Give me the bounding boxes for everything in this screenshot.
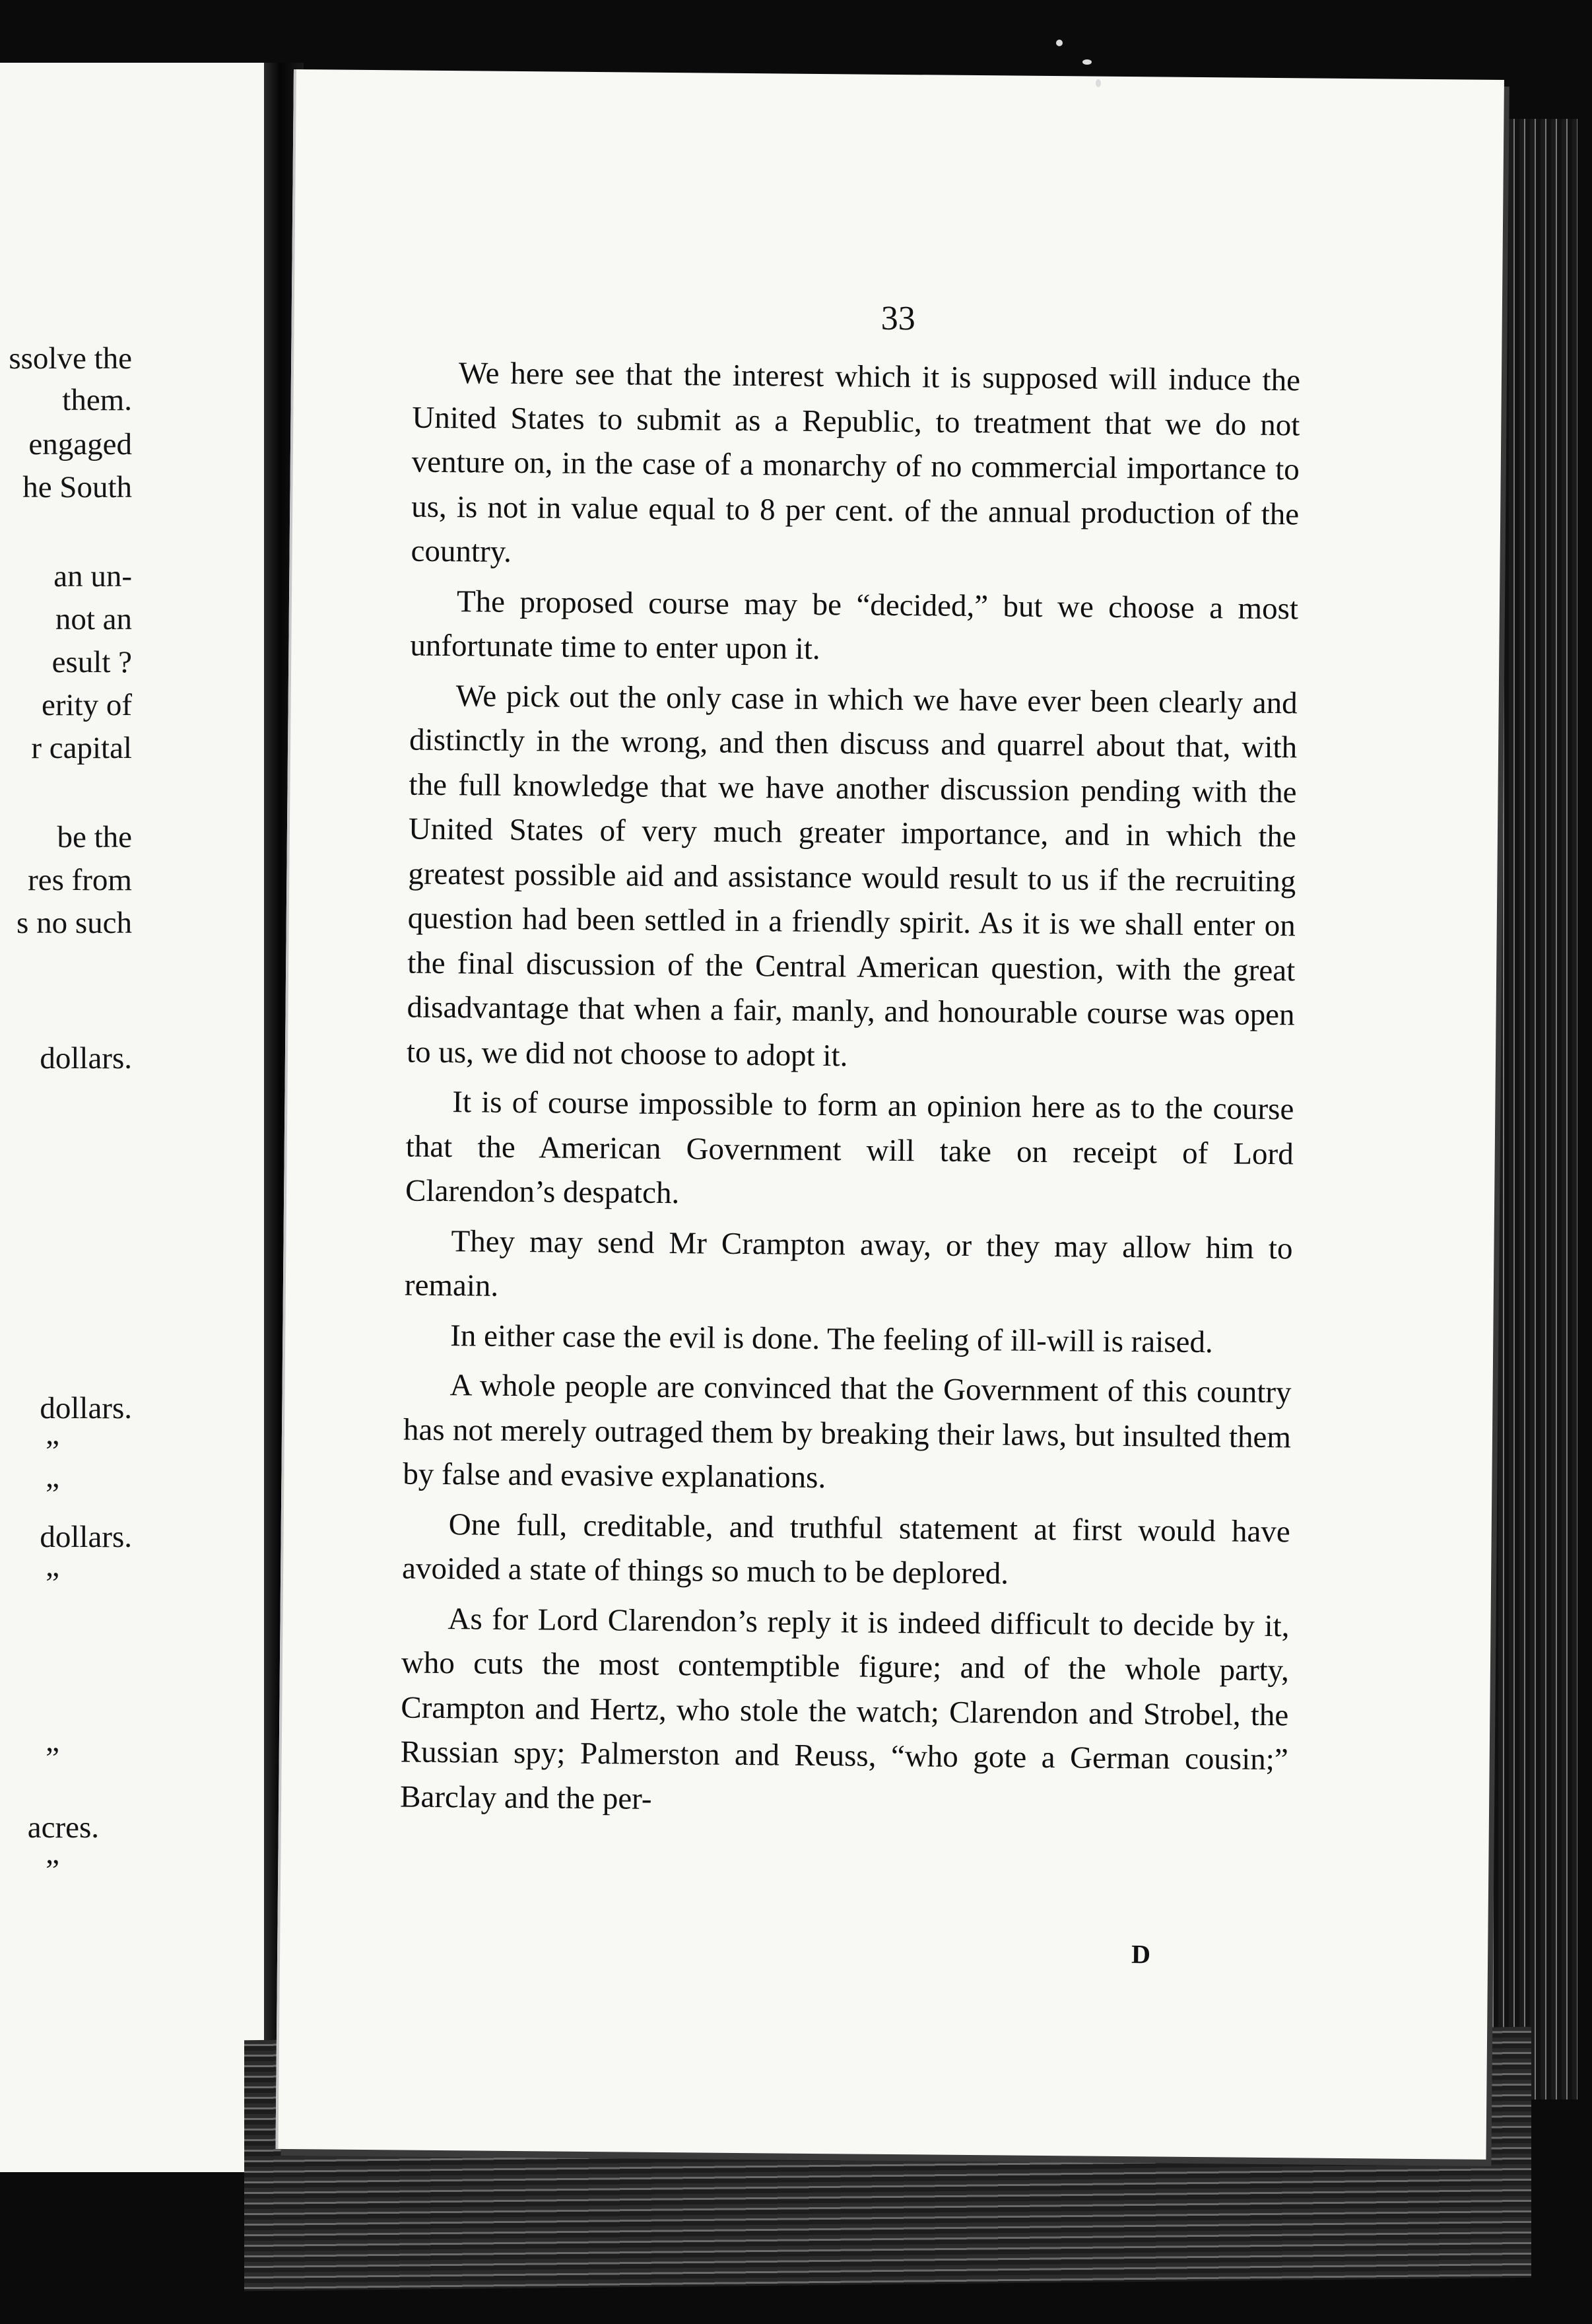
left-page-fragment: he South <box>22 470 132 504</box>
paragraph: It is of course impossible to form an opinion here as to the course that the American Government will take on receipt of Lord Clarendon’s despatch. <box>405 1085 1294 1211</box>
left-page-fragment: ” <box>46 1434 59 1468</box>
paragraph: They may send Mr Crampton away, or they may allow him to remain. <box>404 1223 1293 1303</box>
paragraph: In either case the evil is done. The feeling of ill-will is raised. <box>450 1318 1213 1359</box>
right-page <box>276 69 1504 2160</box>
dust-speck <box>1096 79 1101 87</box>
left-page-fragment: acres. <box>27 1810 99 1845</box>
left-page-fragment: esult ? <box>51 645 132 679</box>
left-page-fragment: not an <box>55 602 132 636</box>
left-page-fragment: ” <box>46 1741 59 1775</box>
left-page-fragment: ” <box>46 1853 59 1888</box>
left-page-fragment: s no such <box>17 906 132 940</box>
left-page-fragment: dollars. <box>40 1391 132 1425</box>
paragraph: A whole people are convinced that the Government of this country has not merely outraged them by breaking their laws, but insulted them by false and evasive explanations. <box>403 1368 1292 1495</box>
left-page-fragment: engaged <box>28 427 132 461</box>
left-page-fragment: r capital <box>31 731 132 765</box>
page-number: 33 <box>880 299 915 338</box>
left-facing-page <box>0 63 264 2172</box>
paragraph: We pick out the only case in which we have ever been clearly and distinctly in the wrong, and then discuss and quarrel about that, with the full knowledge that we have another discussion pending with the United States of very much greater importance, and in which the greatest possible aid and assistance would result to us if the recruiting question had been settled in a friendly spirit. As it is we shall enter on the final discussion of the Central American question, with the great disadvantage that when a fair, manly, and honourable course was open to us, we did not choose to adopt it. <box>406 678 1298 1073</box>
left-page-fragment: dollars. <box>40 1520 132 1554</box>
body-text <box>400 351 1300 1833</box>
paragraph: We here see that the interest which it is supposed will induce the United States to submit as a Republic, to treatment that we do not venture on, in the case of a monarchy of no commercial importance to us, is not in value equal to 8 per cent. of the annual production of the country. <box>411 356 1301 569</box>
left-page-fragment: an un- <box>53 559 132 594</box>
left-page-fragment: dollars. <box>40 1041 132 1076</box>
left-page-fragment: erity of <box>41 688 132 722</box>
paragraph: One full, creditable, and truthful statement at first would have avoided a state of things so much to be deplored. <box>401 1507 1290 1591</box>
left-page-fragment: be the <box>57 820 132 854</box>
left-page-fragment: res from <box>28 863 132 897</box>
left-page-fragment: ssolve the <box>9 341 132 376</box>
left-page-fragment: them. <box>62 383 132 417</box>
dust-speck <box>1056 40 1063 46</box>
paragraph: The proposed course may be “decided,” but we choose a most unfortunate time to enter upon it. <box>410 584 1299 666</box>
dust-speck <box>1082 59 1092 65</box>
left-page-fragment: ” <box>46 1477 59 1511</box>
left-page-fragment: ” <box>46 1566 59 1600</box>
signature-mark: D <box>1131 1939 1151 1969</box>
paragraph: As for Lord Clarendon’s reply it is indeed difficult to decide by it, who cuts the most contemptible figure; and of the whole party, Crampton and Hertz, who stole the watch; Clarendon and Strobel, the Russian spy; Palmerston and Reuss, “who gote a German cousin;” Barclay and the per- <box>399 1601 1290 1816</box>
